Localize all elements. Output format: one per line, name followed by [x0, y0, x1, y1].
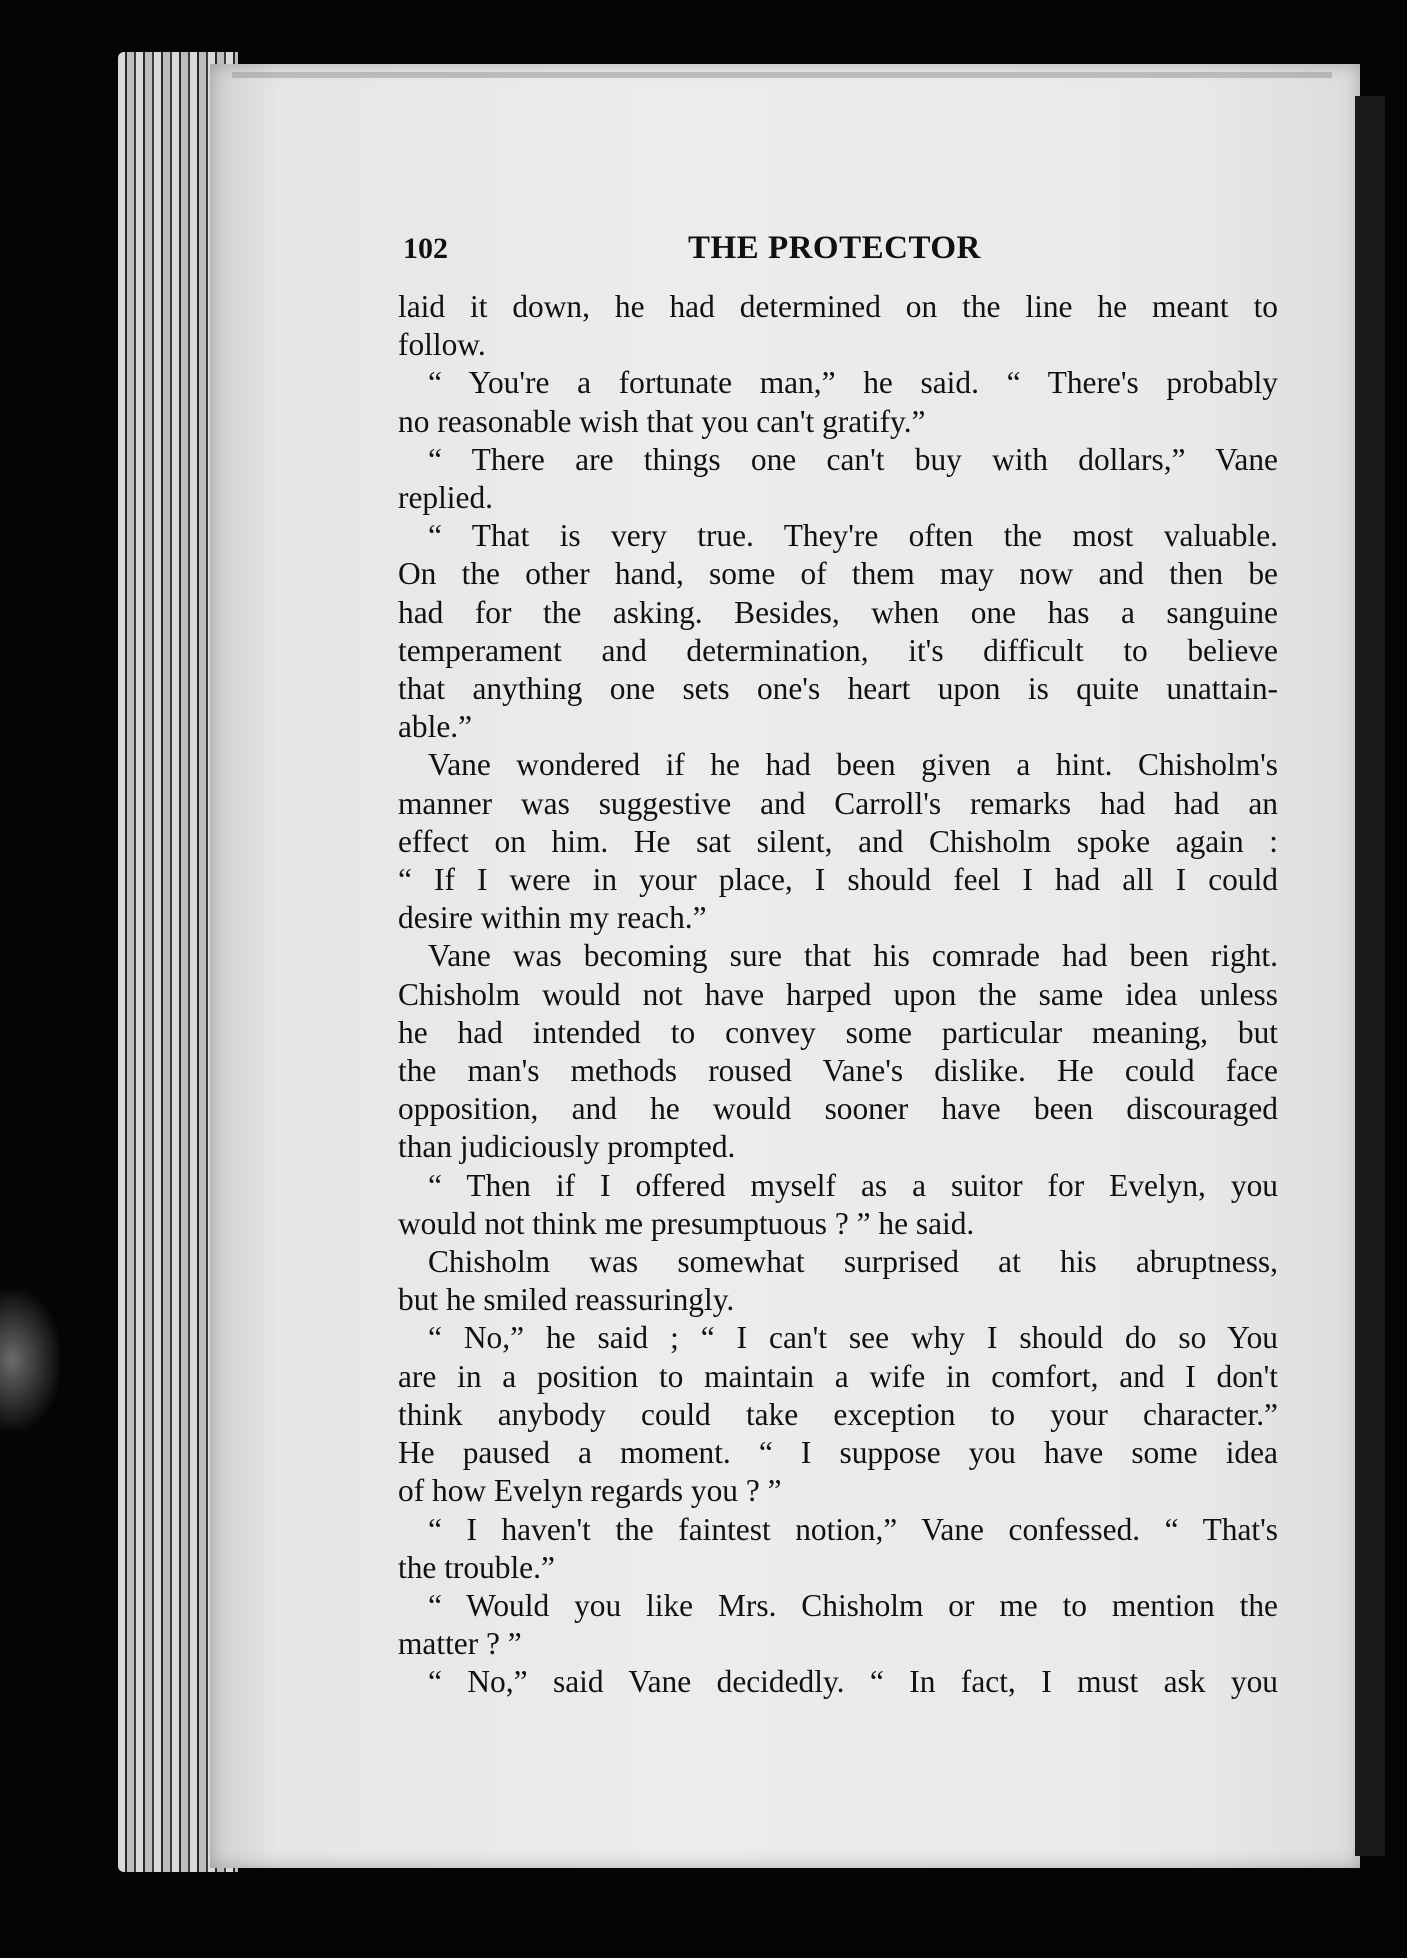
- text-line: Chisholm would not have harped upon the same idea unless: [398, 976, 1278, 1012]
- text-line: opposition, and he would sooner have been discouraged: [398, 1091, 1278, 1127]
- text-line: On the other hand, some of them may now and then be: [398, 556, 1278, 592]
- book-spine-shadow: [1355, 96, 1385, 1856]
- text-line: follow.: [398, 327, 486, 363]
- text-line: no reasonable wish that you can't gratify.”: [398, 403, 926, 439]
- text-line: “ No,” said Vane decidedly. “ In fact, I must ask you: [428, 1664, 1278, 1700]
- text-line: but he smiled reassuringly.: [398, 1282, 735, 1318]
- text-line: than judiciously prompted.: [398, 1129, 736, 1165]
- body-text: [398, 288, 1278, 1702]
- text-line: the man's methods roused Vane's dislike. He could face: [398, 1053, 1278, 1089]
- text-line: “ You're a fortunate man,” he said. “ There's probably: [428, 365, 1278, 401]
- text-line: had for the asking. Besides, when one has a sanguine: [398, 594, 1278, 630]
- page-text-block: [398, 228, 1278, 1702]
- text-line: He paused a moment. “ I suppose you have some idea: [398, 1435, 1278, 1471]
- text-line: that anything one sets one's heart upon is quite unattain-: [398, 671, 1278, 707]
- text-line: Vane wondered if he had been given a hint. Chisholm's: [428, 747, 1278, 783]
- text-line: desire within my reach.”: [398, 900, 707, 936]
- text-line: think anybody could take exception to your character.”: [398, 1396, 1278, 1432]
- text-line: “ If I were in your place, I should feel I had all I could: [398, 862, 1278, 898]
- text-line: replied.: [398, 480, 493, 516]
- text-line: are in a position to maintain a wife in comfort, and I don't: [398, 1358, 1278, 1394]
- text-line: “ Would you like Mrs. Chisholm or me to mention the: [428, 1587, 1278, 1623]
- text-line: Vane was becoming sure that his comrade had been right.: [428, 938, 1278, 974]
- text-line: “ That is very true. They're often the most valuable.: [428, 518, 1278, 554]
- text-line: the trouble.”: [398, 1549, 555, 1585]
- page-header: [398, 228, 1278, 284]
- text-line: laid it down, he had determined on the line he meant to: [398, 289, 1278, 324]
- text-line: of how Evelyn regards you ? ”: [398, 1473, 782, 1509]
- text-line: manner was suggestive and Carroll's remarks had had an: [398, 785, 1278, 821]
- text-line: “ There are things one can't buy with dollars,” Vane: [428, 441, 1278, 477]
- page-number: 102: [403, 232, 448, 265]
- text-line: matter ? ”: [398, 1626, 522, 1662]
- page-top-edge: [232, 72, 1332, 78]
- text-line: would not think me presumptuous ? ” he said.: [398, 1205, 975, 1241]
- text-line: “ I haven't the faintest notion,” Vane confessed. “ That's: [428, 1511, 1278, 1547]
- text-line: temperament and determination, it's difficult to believe: [398, 632, 1278, 668]
- text-line: “ No,” he said ; “ I can't see why I should do so You: [428, 1320, 1278, 1356]
- text-line: “ Then if I offered myself as a suitor for Evelyn, you: [428, 1167, 1278, 1203]
- text-line: able.”: [398, 709, 473, 745]
- running-title: THE PROTECTOR: [688, 230, 981, 266]
- text-line: Chisholm was somewhat surprised at his abruptness,: [428, 1244, 1278, 1280]
- text-line: effect on him. He sat silent, and Chisholm spoke again :: [398, 823, 1278, 859]
- text-line: he had intended to convey some particular meaning, but: [398, 1014, 1278, 1050]
- scan-shadow: [0, 1290, 60, 1430]
